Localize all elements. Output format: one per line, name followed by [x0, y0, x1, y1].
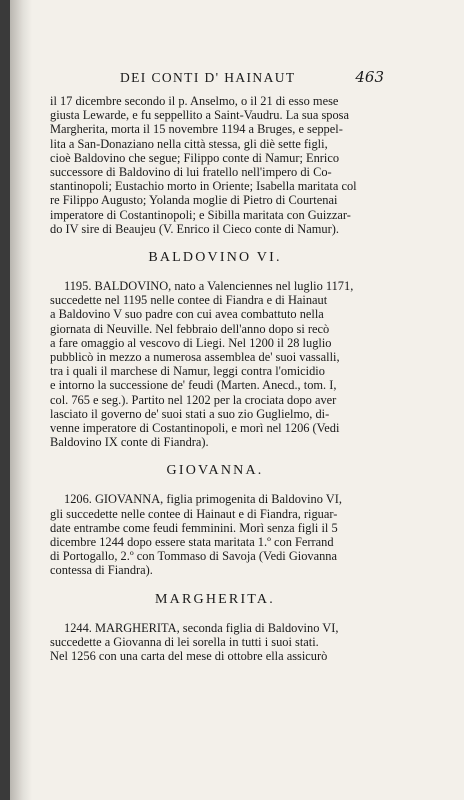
text-line: Margherita, morta il 15 novembre 1194 a Bruges, e seppel-	[50, 122, 343, 137]
text-line: succedette nel 1195 nelle contee di Fiandra e di Hainaut	[50, 293, 328, 308]
text-line: giusta Lewarde, e fu seppellito a Saint-Vaudru. La sua sposa	[50, 108, 350, 123]
text-line: pubblicò in mezzo a numerosa assemblea de' suoi vassalli,	[50, 350, 340, 365]
text-line: do IV sire di Beaujeu (V. Enrico il Cieco conte di Namur).	[50, 221, 339, 236]
text-line: dicembre 1244 dopo essere stata maritata 1.º con Ferrand	[50, 535, 334, 550]
text-line: stantinopoli; Eustachio morto in Oriente; Isabella maritata col	[50, 179, 357, 194]
text-line: venne imperatore di Costantinopoli, e morì nel 1206 (Vedi	[50, 421, 340, 436]
text-line: re Filippo Augusto; Yolanda moglie di Pietro di Courtenai	[50, 193, 338, 208]
text-line: tra i quali il marchese di Namur, leggi contra l'omicidio	[50, 364, 325, 379]
text-line: contessa di Fiandra).	[50, 563, 153, 578]
text-line: Baldovino IX conte di Fiandra).	[50, 435, 209, 450]
running-head	[50, 66, 384, 90]
text-line: successore di Baldovino di lui fratello nell'impero di Co-	[50, 165, 332, 180]
paragraph-baldovino-vi	[50, 279, 380, 449]
section-heading-baldovino-vi: BALDOVINO VI.	[148, 250, 282, 266]
section-heading-giovanna: GIOVANNA.	[166, 463, 264, 479]
paragraph-continuation	[50, 94, 380, 236]
text-line: lita a San-Donaziano nella città stessa, gli diè sette figli,	[50, 136, 328, 151]
text-line: 1244. MARGHERITA, seconda figlia di Baldovino VI,	[64, 620, 339, 635]
text-line: di Portogallo, 2.º con Tommaso di Savoja (Vedi Giovanna	[50, 549, 338, 564]
text-line: col. 765 e seg.). Partito nel 1202 per la crociata dopo aver	[50, 392, 337, 407]
text-line: cioè Baldovino che segue; Filippo conte di Namur; Enrico	[50, 150, 340, 165]
paragraph-giovanna	[50, 492, 380, 577]
text-line: 1206. GIOVANNA, figlia primogenita di Baldovino VI,	[64, 492, 342, 507]
text-line: gli succedette nelle contee di Hainaut e di Fiandra, riguar-	[50, 506, 338, 521]
running-title: DEI CONTI D' HAINAUT	[120, 70, 296, 85]
text-line: a fare omaggio al vescovo di Liegi. Nel 1200 il 28 luglio	[50, 335, 332, 350]
text-line: giornata di Neuville. Nel febbraio dell'anno dopo si recò	[50, 321, 330, 336]
text-line: Nel 1256 con una carta del mese di ottobre ella assicurò	[50, 649, 328, 664]
text-line: il 17 dicembre secondo il p. Anselmo, o il 21 di esso mese	[50, 94, 339, 108]
text-line: imperatore di Costantinopoli; e Sibilla maritata con Guizzar-	[50, 207, 351, 222]
section-heading-margherita: MARGHERITA.	[155, 591, 275, 607]
text-line: e intorno la successione de' feudi (Marten. Anecd., tom. I,	[50, 378, 337, 393]
text-line: 1195. BALDOVINO, nato a Valenciennes nel luglio 1171,	[64, 279, 354, 294]
page-content	[50, 66, 384, 664]
text-line: date entrambe come feudi femminini. Morì senza figli il 5	[50, 520, 338, 535]
text-line: lasciato il governo de' suoi stati a suo zio Guglielmo, di-	[50, 406, 330, 421]
book-page	[10, 0, 464, 800]
text-line: a Baldovino V suo padre con cui avea combattuto nella	[50, 307, 324, 322]
paragraph-margherita	[50, 621, 380, 664]
page-number: 463	[355, 68, 384, 86]
text-line: succedette a Giovanna di lei sorella in tutti i suoi stati.	[50, 634, 319, 649]
